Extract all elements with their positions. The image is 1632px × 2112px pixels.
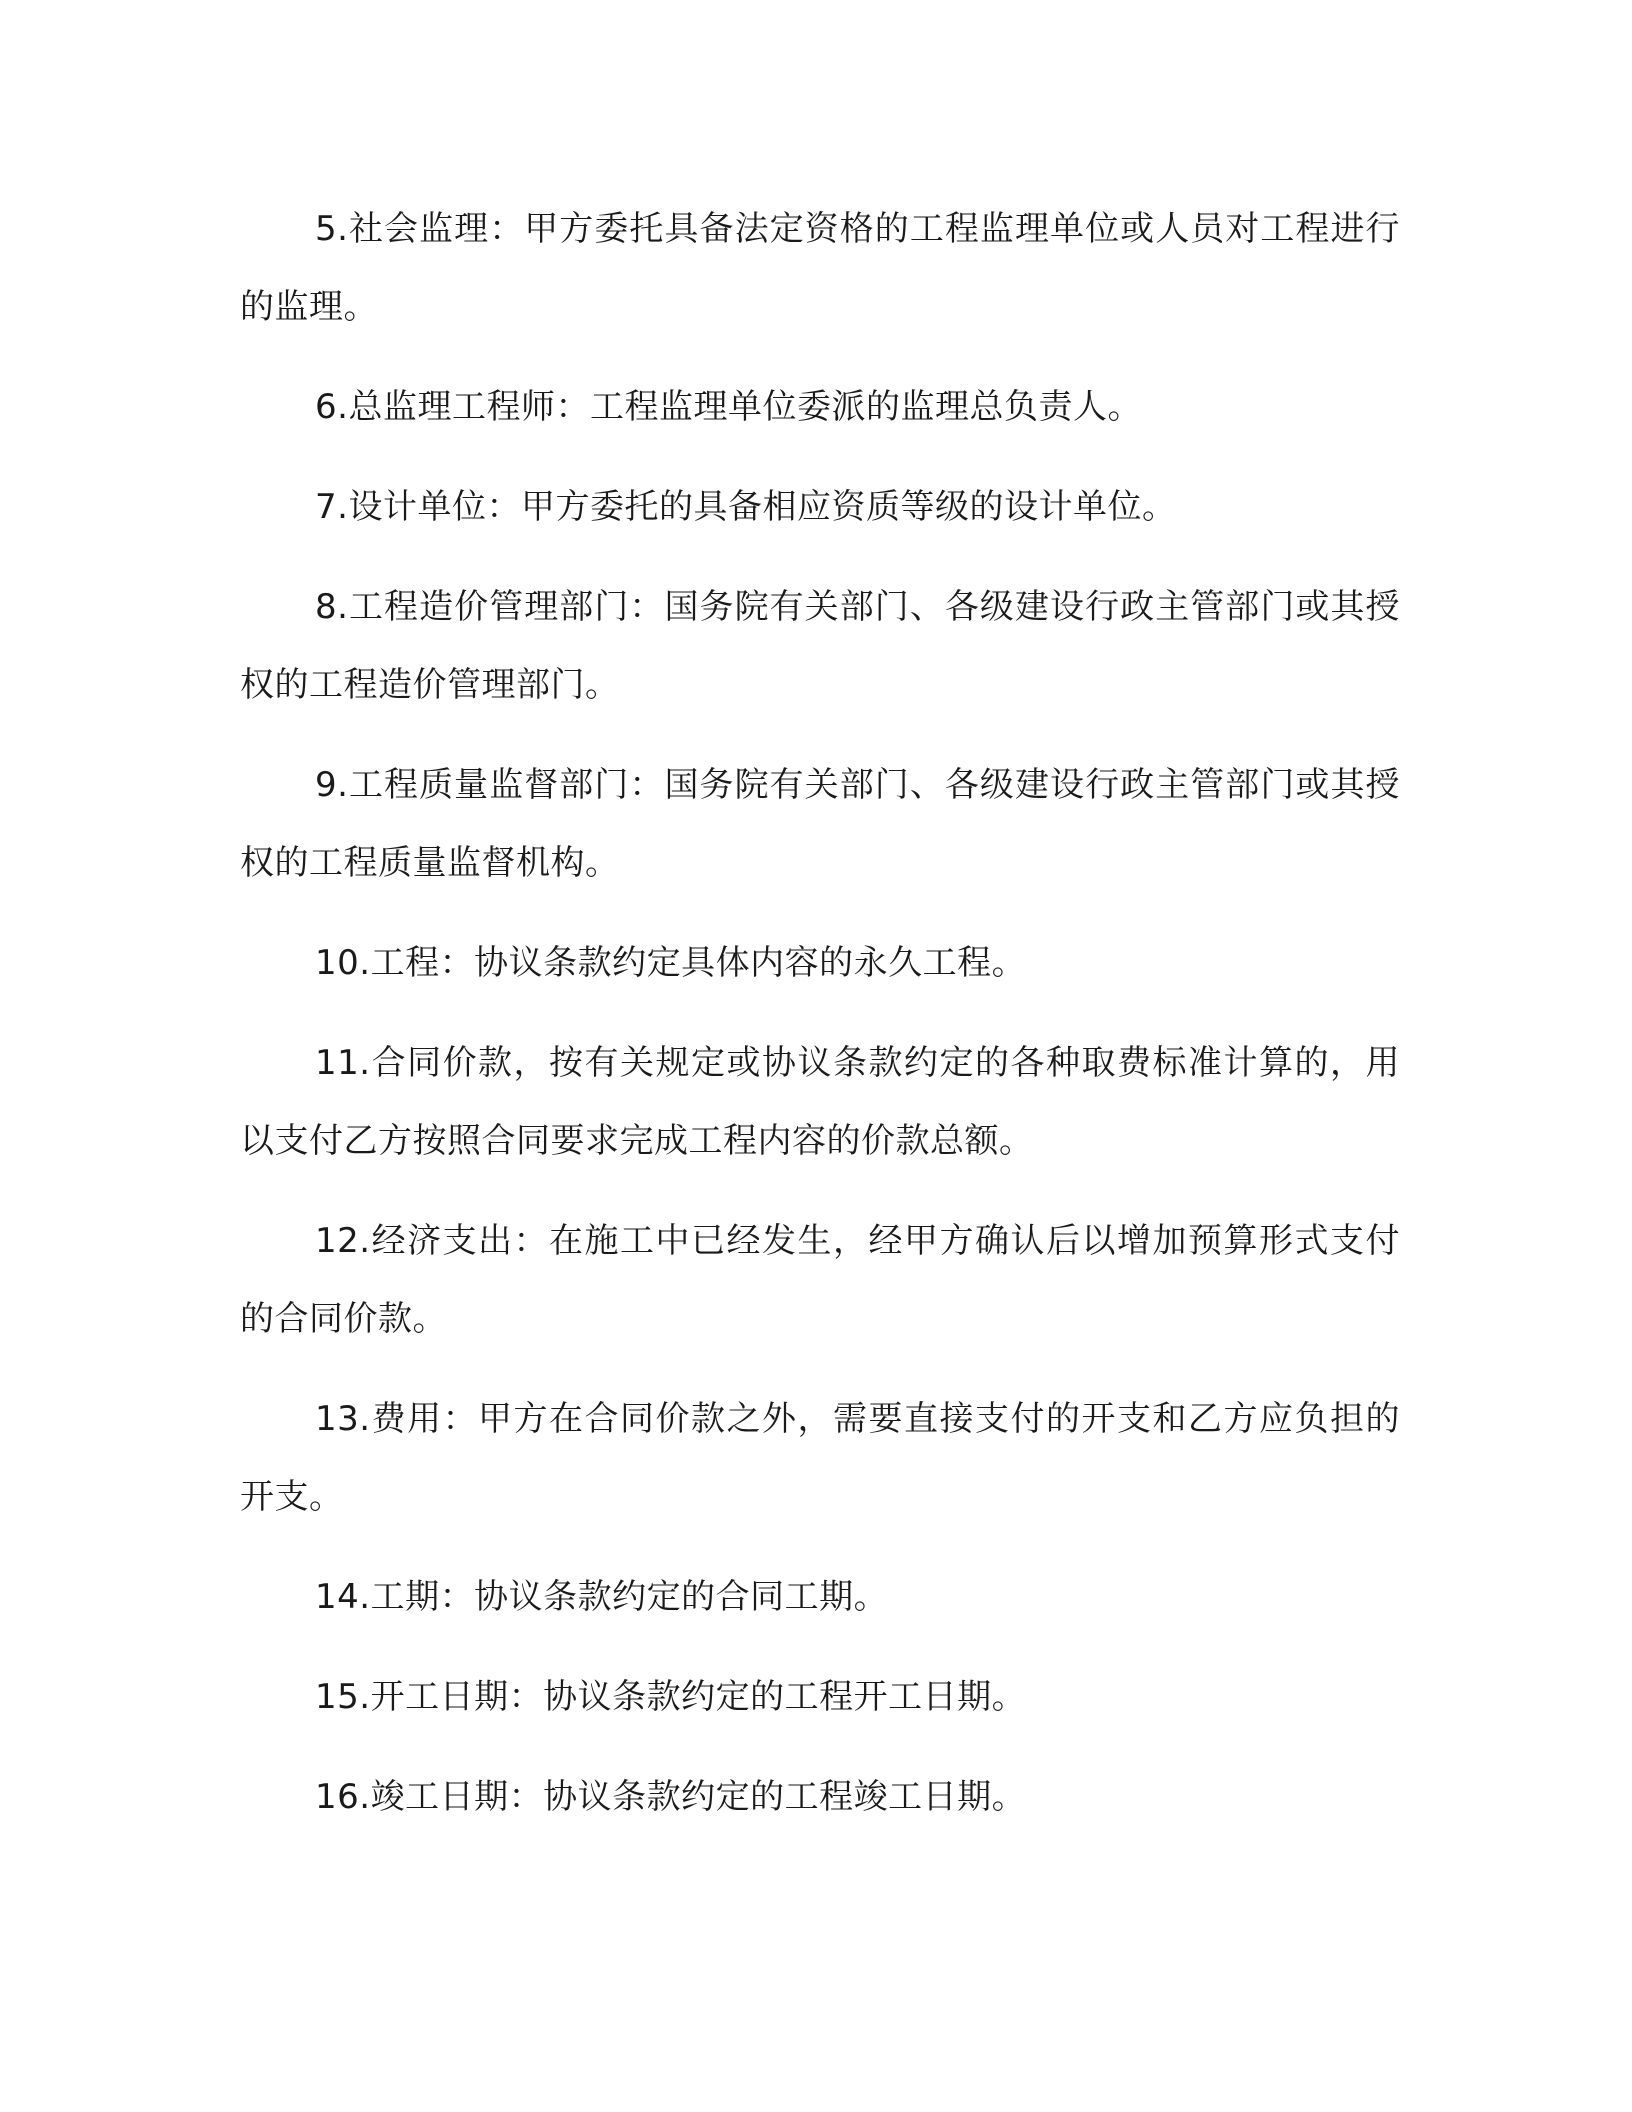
paragraph-5-social-supervision: 5.社会监理：甲方委托具备法定资格的工程监理单位或人员对工程进行的监理。: [240, 209, 1400, 327]
paragraph-11-contract-price: 11.合同价款，按有关规定或协议条款约定的各种取费标准计算的，用以支付乙方按照合同要求完成工程内容的价款总额。: [240, 1043, 1400, 1161]
paragraph-10-project: 10.工程：协议条款约定具体内容的永久工程。: [315, 943, 1027, 983]
paragraph-6-chief-supervising-engineer: 6.总监理工程师：工程监理单位委派的监理总负责人。: [315, 387, 1142, 427]
paragraph-14-construction-period: 14.工期：协议条款约定的合同工期。: [315, 1577, 889, 1617]
paragraph-7-design-unit: 7.设计单位：甲方委托的具备相应资质等级的设计单位。: [315, 487, 1177, 527]
paragraph-13-expenses: 13.费用：甲方在合同价款之外，需要直接支付的开支和乙方应负担的开支。: [240, 1399, 1400, 1517]
paragraph-8-cost-management-dept: 8.工程造价管理部门：国务院有关部门、各级建设行政主管部门或其授权的工程造价管理部门。: [240, 587, 1400, 705]
paragraph-15-start-date: 15.开工日期：协议条款约定的工程开工日期。: [315, 1677, 1027, 1717]
paragraph-12-economic-expenditure: 12.经济支出：在施工中已经发生，经甲方确认后以增加预算形式支付的合同价款。: [240, 1221, 1400, 1339]
paragraph-9-quality-supervision-dept: 9.工程质量监督部门：国务院有关部门、各级建设行政主管部门或其授权的工程质量监督机构。: [240, 765, 1400, 883]
document-body: [240, 190, 1400, 1858]
paragraph-16-completion-date: 16.竣工日期：协议条款约定的工程竣工日期。: [315, 1777, 1027, 1817]
